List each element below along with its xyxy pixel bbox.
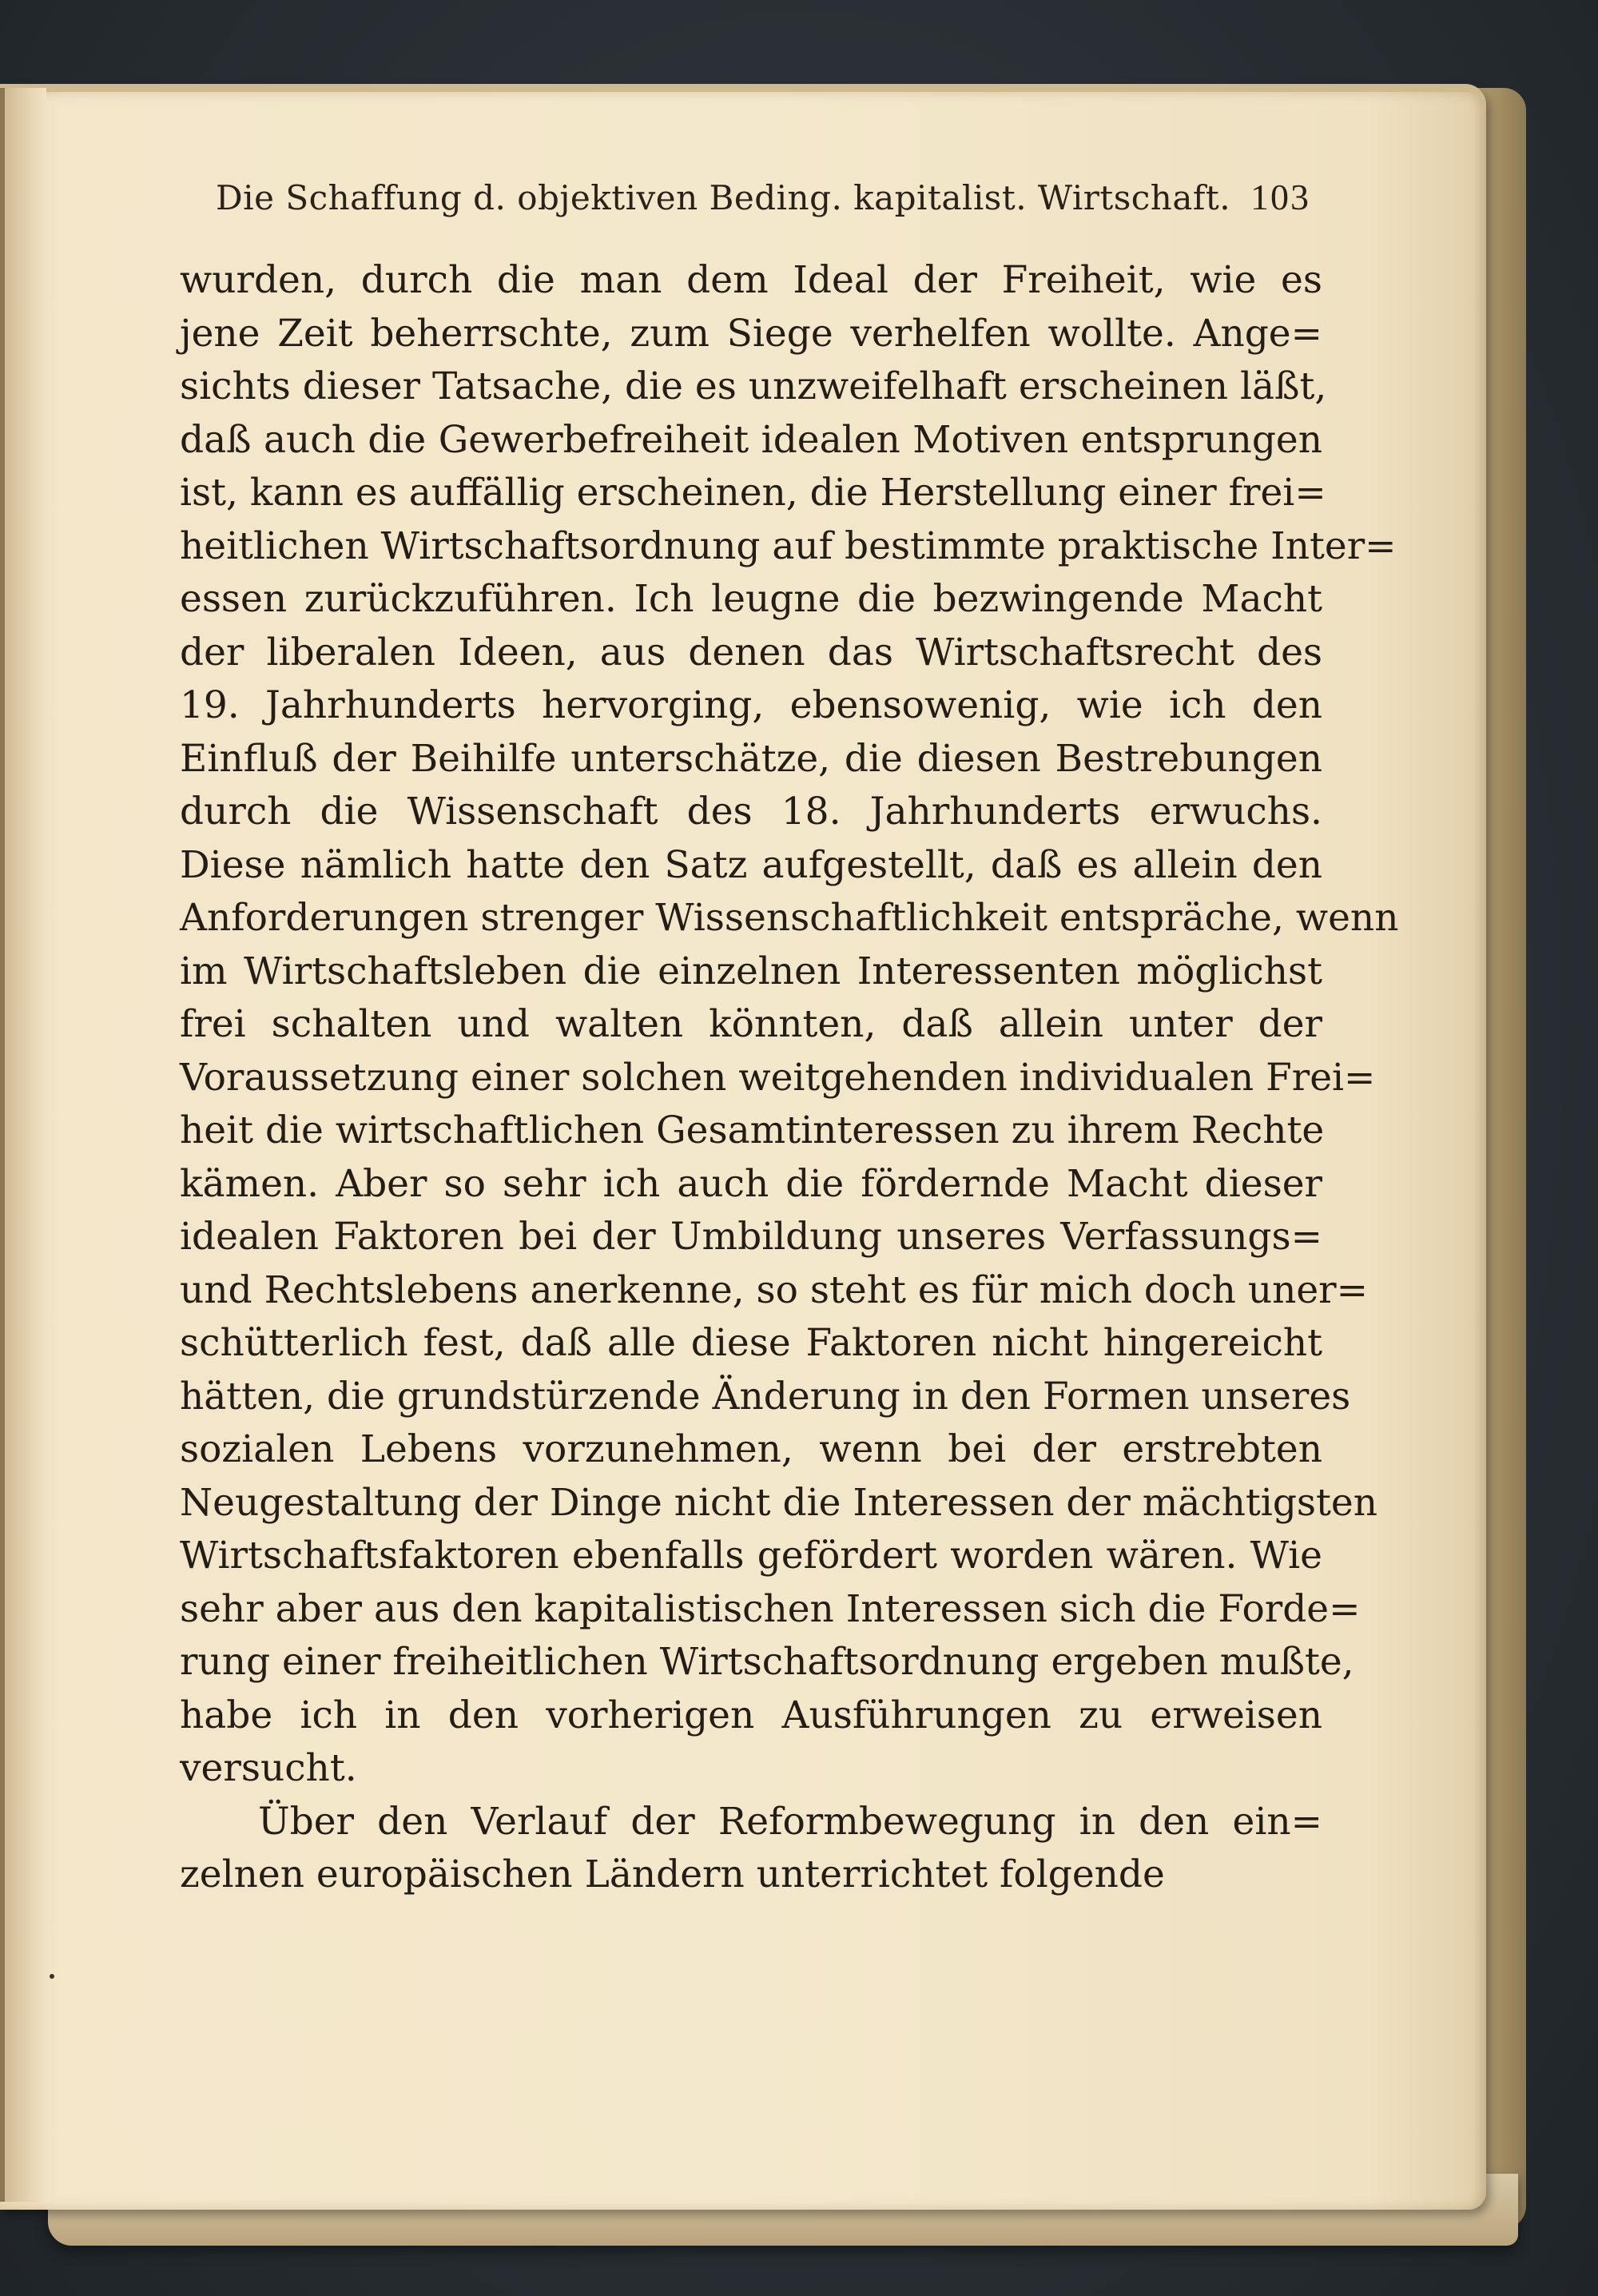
text-line: 19. Jahrhunderts hervorging, ebensowenig, wie ich den (180, 683, 1322, 727)
text-line: essen zurückzuführen. Ich leugne die bezwingende Macht (180, 577, 1322, 621)
text-line: Voraussetzung einer solchen weitgehenden individualen Frei= (180, 1055, 1376, 1100)
body-text (180, 254, 1399, 1902)
ink-speck (50, 1974, 54, 1979)
text-line: Anforderungen strenger Wissenschaftlichkeit entspräche, wenn (180, 896, 1399, 940)
text-line: der liberalen Ideen, aus denen das Wirtschaftsrecht des (180, 630, 1322, 674)
text-line: ist, kann es auffällig erscheinen, die Herstellung einer frei= (180, 471, 1326, 515)
text-line: sichts dieser Tatsache, die es unzweifelhaft erscheinen läßt, (180, 364, 1327, 408)
text-line: Über den Verlauf der Reformbewegung in den ein= (258, 1799, 1322, 1844)
text-line: versucht. (180, 1746, 357, 1790)
text-line: Neugestaltung der Dinge nicht die Interessen der mächtigsten (180, 1480, 1378, 1525)
text-line: daß auch die Gewerbefreiheit idealen Motiven entsprungen (180, 417, 1322, 462)
text-line: heitlichen Wirtschaftsordnung auf bestimmte praktische Inter= (180, 523, 1397, 568)
text-line: Diese nämlich hatte den Satz aufgestellt, daß es allein den (180, 842, 1322, 887)
running-head-title: Die Schaffung d. objektiven Beding. kapitalist. Wirtschaft. (216, 178, 1231, 217)
text-line: und Rechtslebens anerkenne, so steht es für mich doch uner= (180, 1267, 1369, 1312)
text-line: Wirtschaftsfaktoren ebenfalls gefördert worden wären. Wie (180, 1534, 1322, 1578)
text-line: kämen. Aber so sehr ich auch die fördernde Macht dieser (180, 1161, 1322, 1206)
text-line: durch die Wissenschaft des 18. Jahrhunderts erwuchs. (180, 790, 1322, 834)
text-line: Einfluß der Beihilfe unterschätze, die diesen Bestrebungen (180, 736, 1322, 781)
text-line: rung einer freiheitlichen Wirtschaftsordnung ergeben mußte, (180, 1640, 1354, 1684)
text-line: idealen Faktoren bei der Umbildung unseres Verfassungs= (180, 1215, 1322, 1259)
text-line: schütterlich fest, daß alle diese Faktoren nicht hingereicht (180, 1321, 1322, 1365)
text-line: sehr aber aus den kapitalistischen Interessen sich die Forde= (180, 1586, 1361, 1631)
text-line: frei schalten und walten könnten, daß allein unter der (180, 1002, 1322, 1046)
running-head (216, 176, 1310, 218)
text-line: zelnen europäischen Ländern unterrichtet folgende (180, 1852, 1165, 1896)
text-line: habe ich in den vorherigen Ausführungen zu erweisen (180, 1693, 1322, 1737)
text-line: wurden, durch die man dem Ideal der Freiheit, wie es (180, 258, 1322, 302)
text-line: jene Zeit beherrschte, zum Siege verhelfen wollte. Ange= (180, 311, 1322, 356)
text-line: heit die wirtschaftlichen Gesamtinteressen zu ihrem Rechte (180, 1108, 1325, 1152)
text-line: sozialen Lebens vorzunehmen, wenn bei der erstrebten (180, 1427, 1322, 1471)
text-line: hätten, die grundstürzende Änderung in den Formen unseres (180, 1374, 1351, 1419)
page-number: 103 (1250, 177, 1310, 217)
page-gutter (0, 88, 46, 2202)
text-line: im Wirtschaftsleben die einzelnen Interessenten möglichst (180, 949, 1322, 993)
